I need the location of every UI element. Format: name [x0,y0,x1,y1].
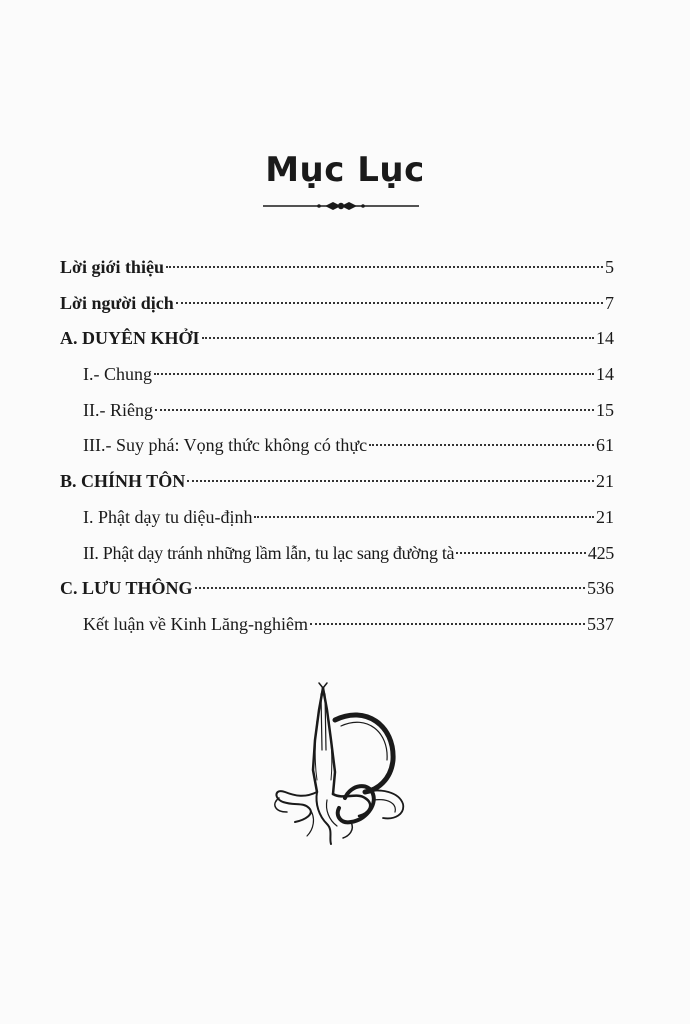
toc-entry-label: B. CHÍNH TÔN [60,471,186,492]
toc-entry-label: I.- Chung [83,364,152,385]
toc-entry-page: 425 [587,542,614,563]
toc-entry-page: 5 [605,257,614,277]
toc-entry [60,286,614,322]
toc-entry-label: Lời giới thiệu [60,257,164,277]
toc-subentry [60,393,614,429]
toc-leader-dots [310,623,585,625]
toc-section-heading [60,571,614,607]
toc-leader-dots [176,302,603,304]
toc-entry-page: 21 [596,506,614,527]
toc-section-heading [60,464,614,500]
toc-entry-label: II. Phật dạy tránh những lầm lẫn, tu lạc sang đường tà [83,542,455,563]
page-title: Mục Lục [265,150,425,190]
toc-entry-label: II.- Riêng [83,399,153,420]
toc-entry-page: 14 [596,328,614,349]
toc-leader-dots [254,516,594,518]
toc-section-heading [60,321,614,357]
toc-entry-label: I. Phật dạy tu diệu-định [83,506,253,527]
toc-subentry [60,607,614,643]
toc-leader-dots [187,480,594,482]
toc-entry [60,250,614,286]
toc-entry-page: 536 [587,578,614,599]
toc-entry-label: Kết luận về Kinh Lăng-nghiêm [83,613,308,634]
toc-leader-dots [195,587,585,589]
toc-entry-page: 7 [605,292,614,313]
toc-entry-page: 15 [596,399,614,420]
toc-entry-label: Lời người dịch [60,292,174,313]
toc-entry-page: 537 [587,613,614,634]
toc-subentry [60,500,614,536]
toc-subentry [60,357,614,393]
toc-leader-dots [369,444,594,446]
toc-leader-dots [166,266,603,268]
praying-hands-illustration [265,680,415,850]
toc-entry-label: A. DUYÊN KHỞI [60,328,200,349]
toc-entry-page: 61 [596,435,614,456]
toc-leader-dots [202,337,594,339]
toc-leader-dots [155,409,594,411]
title-ornament-divider [263,200,419,214]
toc-leader-dots [456,552,586,554]
toc-leader-dots [154,373,594,375]
toc-entry-page: 21 [596,471,614,492]
toc-entry-page: 14 [596,364,614,385]
table-of-contents [60,250,614,643]
toc-entry-label: III.- Suy phá: Vọng thức không có thực [83,435,368,456]
toc-subentry [60,536,614,572]
toc-entry-label: C. LƯU THÔNG [60,578,193,599]
toc-subentry [60,428,614,464]
